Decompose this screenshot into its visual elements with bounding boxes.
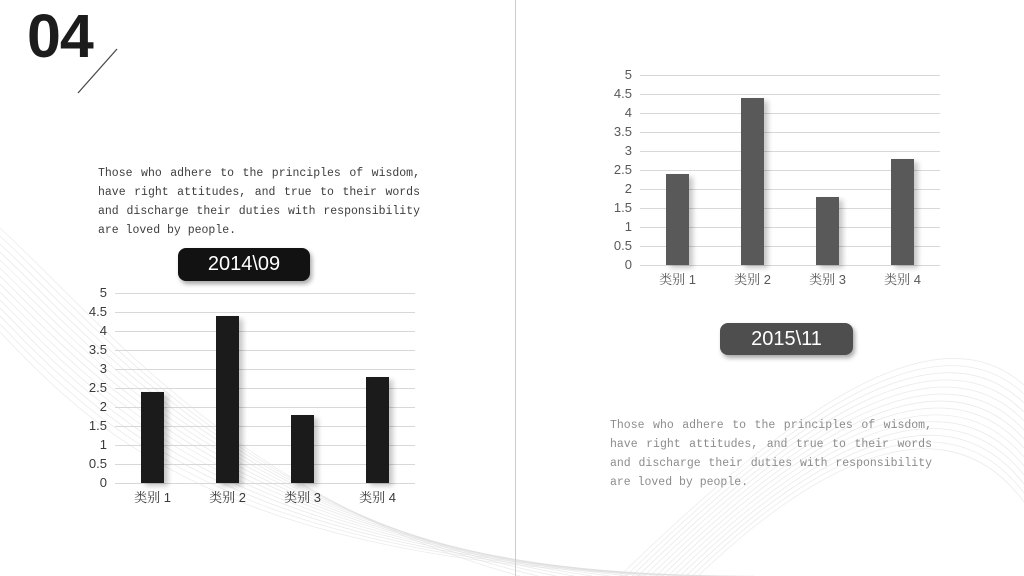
y-axis-tick-label: 3.5 (88, 342, 107, 357)
y-axis-tick-label: 1 (624, 219, 632, 234)
y-axis-tick-label: 5 (624, 67, 632, 82)
bar-类别 3 (291, 415, 314, 483)
gridline (115, 293, 415, 294)
x-axis-category-label: 类别 3 (809, 272, 846, 287)
bar-类别 2 (741, 98, 764, 265)
gridline (640, 75, 940, 76)
bar-类别 2 (216, 316, 239, 483)
section-number: 04 (27, 2, 93, 70)
y-axis-tick-label: 3 (624, 143, 632, 158)
y-axis-tick-label: 4 (624, 105, 632, 120)
gridline (115, 483, 415, 484)
date-badge-2014-09: 2014\09 (178, 248, 310, 281)
center-divider-line (515, 0, 516, 576)
bar-类别 4 (891, 159, 914, 265)
gridline (640, 132, 940, 133)
bar-类别 3 (816, 197, 839, 265)
y-axis-tick-label: 0 (624, 257, 632, 272)
bar-类别 1 (141, 392, 164, 483)
y-axis-tick-label: 1.5 (613, 200, 632, 215)
bar-chart-2015-11 (610, 66, 940, 298)
x-axis-category-label: 类别 3 (284, 490, 321, 505)
y-axis-tick-label: 0.5 (88, 456, 107, 471)
date-badge-2015-11: 2015\11 (720, 323, 853, 355)
y-axis-tick-label: 4.5 (88, 304, 107, 319)
gridline (640, 113, 940, 114)
y-axis-tick-label: 1 (99, 437, 107, 452)
x-axis-category-label: 类别 4 (359, 490, 396, 505)
x-axis-category-label: 类别 1 (134, 490, 171, 505)
y-axis-tick-label: 2.5 (88, 380, 107, 395)
y-axis-tick-label: 3 (99, 361, 107, 376)
y-axis-tick-label: 5 (99, 285, 107, 300)
x-axis-category-label: 类别 2 (209, 490, 246, 505)
gridline (640, 94, 940, 95)
y-axis-tick-label: 4.5 (613, 86, 632, 101)
x-axis-category-label: 类别 4 (884, 272, 921, 287)
y-axis-tick-label: 1.5 (88, 418, 107, 433)
gridline (115, 331, 415, 332)
left-description-text: Those who adhere to the principles of wisdom, have right attitudes, and true to their words and discharge their duties with responsibility are loved by people. (98, 166, 420, 237)
right-description-text: Those who adhere to the principles of wisdom, have right attitudes, and true to their words and discharge their duties with responsibility are loved by people. (610, 418, 932, 489)
x-axis-category-label: 类别 2 (734, 272, 771, 287)
y-axis-tick-label: 0.5 (613, 238, 632, 253)
y-axis-tick-label: 3.5 (613, 124, 632, 139)
x-axis-category-label: 类别 1 (659, 272, 696, 287)
y-axis-tick-label: 2 (624, 181, 632, 196)
gridline (115, 312, 415, 313)
bar-chart-2014-09 (85, 284, 415, 516)
y-axis-tick-label: 0 (99, 475, 107, 490)
gridline (640, 265, 940, 266)
gridline (115, 350, 415, 351)
y-axis-tick-label: 4 (99, 323, 107, 338)
gridline (115, 369, 415, 370)
bar-类别 1 (666, 174, 689, 265)
y-axis-tick-label: 2 (99, 399, 107, 414)
y-axis-tick-label: 2.5 (613, 162, 632, 177)
bar-类别 4 (366, 377, 389, 483)
gridline (640, 151, 940, 152)
